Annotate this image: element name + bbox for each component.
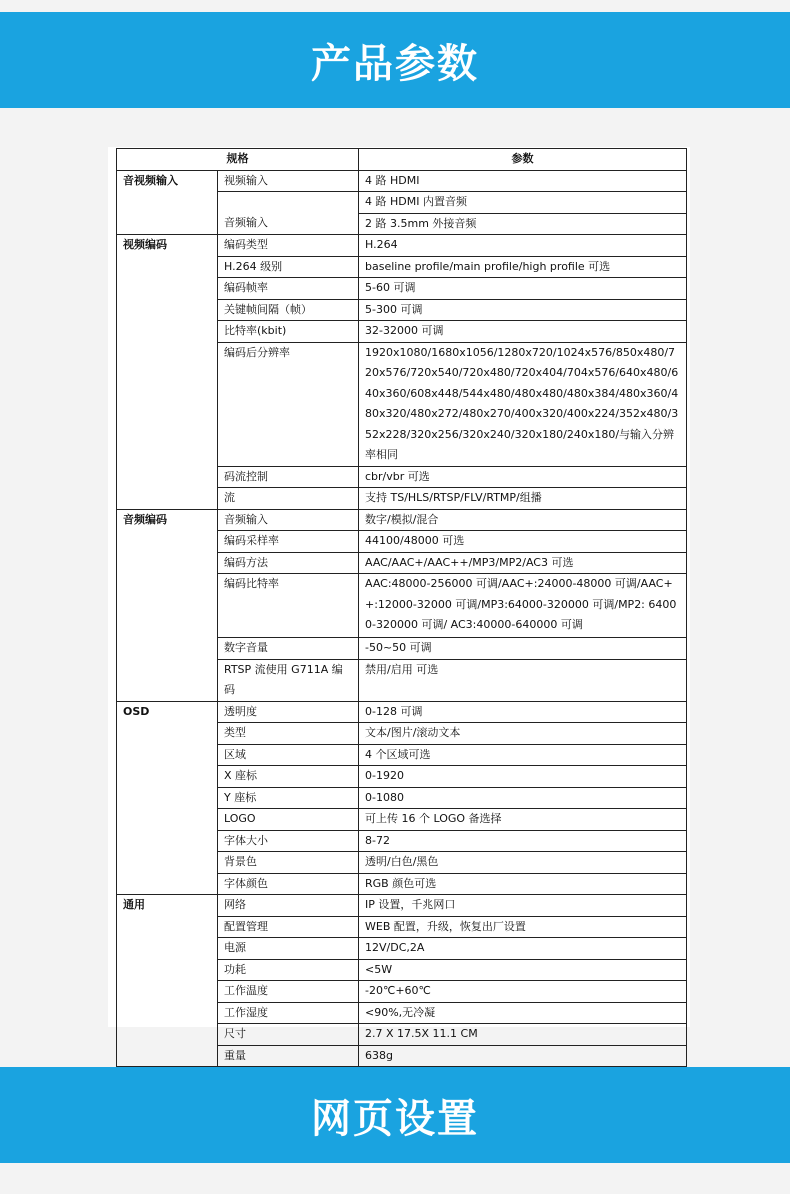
spec-value: 4 路 HDMI 内置音频 bbox=[359, 192, 687, 214]
spec-item: 透明度 bbox=[218, 701, 359, 723]
spec-item: 配置管理 bbox=[218, 916, 359, 938]
spec-value: 支持 TS/HLS/RTSP/FLV/RTMP/组播 bbox=[359, 488, 687, 510]
spec-value: -50~50 可调 bbox=[359, 638, 687, 660]
spec-item: 比特率(kbit) bbox=[218, 321, 359, 343]
spec-value: 透明/白色/黑色 bbox=[359, 852, 687, 874]
section-title: 网页设置 bbox=[311, 1095, 479, 1142]
spec-item: 编码比特率 bbox=[218, 574, 359, 638]
spec-value: <90%,无冷凝 bbox=[359, 1002, 687, 1024]
table-row bbox=[117, 701, 687, 723]
spec-table bbox=[116, 148, 687, 1067]
table-header-row bbox=[117, 149, 687, 171]
spec-item: 码流控制 bbox=[218, 466, 359, 488]
spec-item: 电源 bbox=[218, 938, 359, 960]
spec-item: 重量 bbox=[218, 1045, 359, 1067]
spec-item: 尺寸 bbox=[218, 1024, 359, 1046]
header-spec: 规格 bbox=[117, 149, 359, 171]
spec-item: 编码帧率 bbox=[218, 278, 359, 300]
table-row bbox=[117, 509, 687, 531]
spec-item: RTSP 流使用 G711A 编码 bbox=[218, 659, 359, 701]
spec-item: 数字音量 bbox=[218, 638, 359, 660]
table-row bbox=[117, 170, 687, 192]
spec-item: H.264 级别 bbox=[218, 256, 359, 278]
spec-item: 工作温度 bbox=[218, 981, 359, 1003]
spec-item: 工作湿度 bbox=[218, 1002, 359, 1024]
spec-item: LOGO bbox=[218, 809, 359, 831]
spec-value: AAC/AAC+/AAC++/MP3/MP2/AC3 可选 bbox=[359, 552, 687, 574]
footer-banner bbox=[0, 1067, 790, 1163]
spec-value: H.264 bbox=[359, 235, 687, 257]
spec-item: 字体大小 bbox=[218, 830, 359, 852]
spec-value: 4 路 HDMI bbox=[359, 170, 687, 192]
page-title: 产品参数 bbox=[311, 40, 479, 87]
spec-value: IP 设置，千兆网口 bbox=[359, 895, 687, 917]
spec-item: 流 bbox=[218, 488, 359, 510]
spec-value: cbr/vbr 可选 bbox=[359, 466, 687, 488]
spec-value: 12V/DC,2A bbox=[359, 938, 687, 960]
spec-table-body bbox=[117, 170, 687, 1067]
spec-value: 4 个区域可选 bbox=[359, 744, 687, 766]
spec-value: -20℃+60℃ bbox=[359, 981, 687, 1003]
spec-item bbox=[218, 192, 359, 214]
spec-value: 数字/模拟/混合 bbox=[359, 509, 687, 531]
spec-value: 5-60 可调 bbox=[359, 278, 687, 300]
spec-value: AAC:48000-256000 可调/AAC+:24000-48000 可调/AAC++:12000-32000 可调/MP3:64000-320000 可调/MP2: 64000-320000 可调/ AC3:40000-640000 可调 bbox=[359, 574, 687, 638]
spec-item: 类型 bbox=[218, 723, 359, 745]
group-name: OSD bbox=[117, 701, 218, 895]
spec-item: 音频输入 bbox=[218, 509, 359, 531]
spec-value: 8-72 bbox=[359, 830, 687, 852]
spec-item: 区域 bbox=[218, 744, 359, 766]
table-row bbox=[117, 895, 687, 917]
spec-value: 0-1080 bbox=[359, 787, 687, 809]
spec-value: 2.7 X 17.5X 11.1 CM bbox=[359, 1024, 687, 1046]
header-banner bbox=[0, 12, 790, 108]
spec-value: WEB 配置，升级，恢复出厂设置 bbox=[359, 916, 687, 938]
spec-value: 1920x1080/1680x1056/1280x720/1024x576/850x480/720x576/720x540/720x480/720x404/704x576/640x480/640x360/608x448/544x480/480x480/480x384/480x360/480x320/480x272/480x270/400x320/400x224/352x480/352x228/320x256/320x240/320x180/240x180/与输入分辨率相同 bbox=[359, 342, 687, 466]
spec-item: 背景色 bbox=[218, 852, 359, 874]
spec-item: 编码类型 bbox=[218, 235, 359, 257]
spec-value: 文本/图片/滚动文本 bbox=[359, 723, 687, 745]
header-param: 参数 bbox=[359, 149, 687, 171]
group-name: 音频编码 bbox=[117, 509, 218, 701]
spec-item: 编码采样率 bbox=[218, 531, 359, 553]
spec-item: 编码方法 bbox=[218, 552, 359, 574]
spec-value: <5W bbox=[359, 959, 687, 981]
spec-value: 禁用/启用 可选 bbox=[359, 659, 687, 701]
spec-value: 32-32000 可调 bbox=[359, 321, 687, 343]
spec-value: 638g bbox=[359, 1045, 687, 1067]
spec-value: 44100/48000 可选 bbox=[359, 531, 687, 553]
group-name: 视频编码 bbox=[117, 235, 218, 510]
spec-item: 编码后分辨率 bbox=[218, 342, 359, 466]
spec-item: 关键帧间隔（帧） bbox=[218, 299, 359, 321]
spec-item: 视频输入 bbox=[218, 170, 359, 192]
spec-value: RGB 颜色可选 bbox=[359, 873, 687, 895]
spec-item: 音频输入 bbox=[218, 213, 359, 235]
spec-value: baseline profile/main profile/high profile 可选 bbox=[359, 256, 687, 278]
spec-value: 2 路 3.5mm 外接音频 bbox=[359, 213, 687, 235]
spec-item: Y 座标 bbox=[218, 787, 359, 809]
group-name: 音视频输入 bbox=[117, 170, 218, 235]
spec-item: 字体颜色 bbox=[218, 873, 359, 895]
spec-value: 0-1920 bbox=[359, 766, 687, 788]
spec-item: 网络 bbox=[218, 895, 359, 917]
table-row bbox=[117, 235, 687, 257]
spec-value: 5-300 可调 bbox=[359, 299, 687, 321]
spec-item: 功耗 bbox=[218, 959, 359, 981]
group-name: 通用 bbox=[117, 895, 218, 1067]
spec-value: 可上传 16 个 LOGO 备选择 bbox=[359, 809, 687, 831]
spec-value: 0-128 可调 bbox=[359, 701, 687, 723]
spec-item: X 座标 bbox=[218, 766, 359, 788]
